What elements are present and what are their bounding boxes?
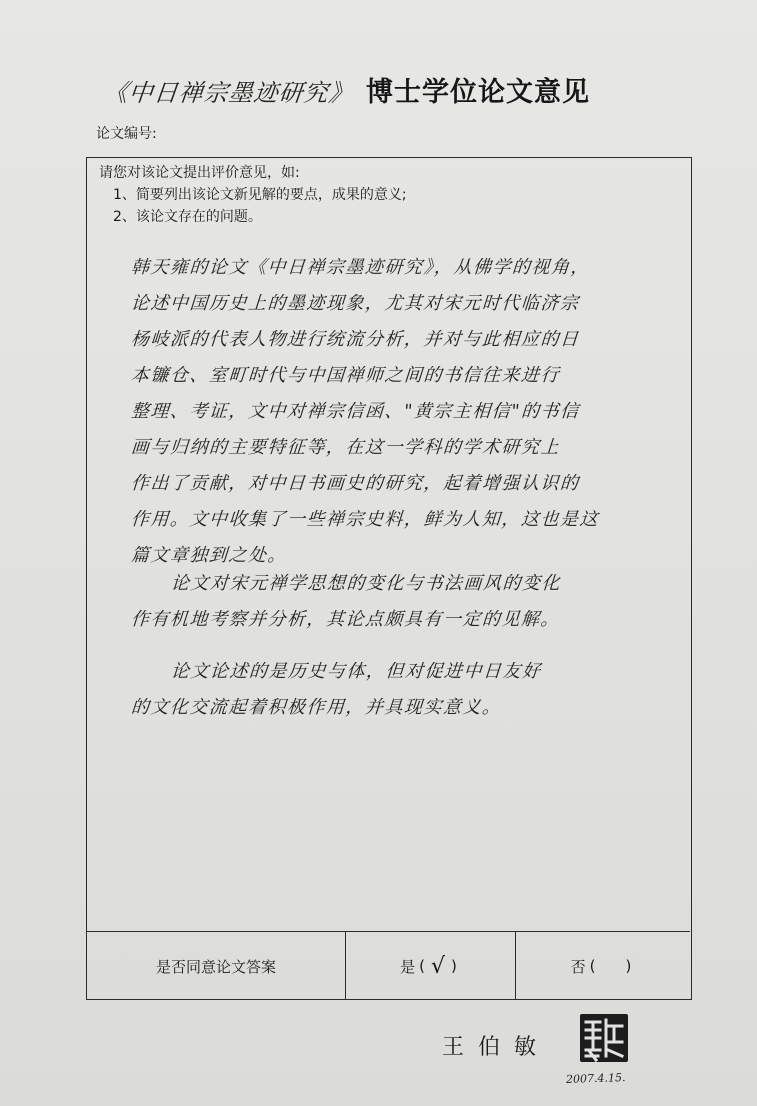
- signature-date: 2007.4.15.: [565, 1070, 626, 1087]
- opinion-frame: [86, 157, 692, 1000]
- agree-no-cell[interactable]: [516, 932, 690, 1000]
- comment-line: 论文论述的是历史与体，但对促进中日友好: [170, 661, 543, 682]
- comment-line: 画与归纳的主要特征等，在这一学科的学术研究上: [130, 437, 561, 458]
- form-title: [104, 70, 590, 109]
- handwritten-thesis-title: 《中日禅宗墨迹研究》: [102, 79, 356, 107]
- agreement-question-cell: [87, 932, 346, 1000]
- reviewer-seal-stamp: [578, 1012, 630, 1064]
- comment-line: 的文化交流起着积极作用，并具现实意义。: [130, 697, 503, 718]
- reviewer-signature: 王伯敏: [442, 1035, 551, 1060]
- thesis-number-label: 论文编号:: [96, 126, 157, 142]
- comment-line: 杨岐派的代表人物进行统流分析，并对与此相应的日: [130, 329, 581, 350]
- instruction-line: 请您对该论文提出评价意见，如:: [99, 165, 300, 181]
- comment-line: 韩天雍的论文《中日禅宗墨迹研究》，从佛学的视角，: [130, 257, 591, 278]
- instruction-line: 1、简要列出该论文新见解的要点，成果的意义;: [113, 187, 407, 203]
- comment-line: 本镰仓、室町时代与中国禅师之间的书信往来进行: [130, 365, 561, 386]
- agreement-question: 是否同意论文答案: [155, 957, 276, 976]
- yes-label: 是: [400, 957, 416, 976]
- printed-form-title: 博士学位论文意见: [366, 77, 590, 108]
- no-label: 否: [570, 957, 586, 976]
- comment-line: 论述中国历史上的墨迹现象，尤其对宋元时代临济宗: [130, 293, 581, 314]
- agree-yes-cell[interactable]: [346, 932, 516, 1000]
- comment-line: 作有机地考察并分析，其论点颇具有一定的见解。: [130, 609, 561, 630]
- close-paren: ): [625, 957, 632, 975]
- comment-line: 篇文章独到之处。: [130, 545, 288, 566]
- comment-line: 整理、考证，文中对禅宗信函、"黄宗主相信"的书信: [130, 401, 581, 422]
- comment-paragraph-3: [131, 654, 661, 726]
- comment-line: 论文对宋元禅学思想的变化与书法画风的变化: [170, 573, 562, 594]
- open-paren: (: [589, 957, 596, 975]
- comment-line: 作用。文中收集了一些禅宗史料，鲜为人知，这也是这: [130, 509, 600, 530]
- instruction-line: 2、该论文存在的问题。: [113, 209, 262, 225]
- close-paren: ): [451, 957, 457, 975]
- checkmark-icon: √: [430, 953, 446, 979]
- open-paren: (: [419, 957, 425, 975]
- comment-paragraph-2: [131, 566, 661, 638]
- comment-paragraph-1: [131, 250, 661, 574]
- agreement-row: [87, 931, 690, 1000]
- comment-line: 作出了贡献，对中日书画史的研究，起着增强认识的: [130, 473, 581, 494]
